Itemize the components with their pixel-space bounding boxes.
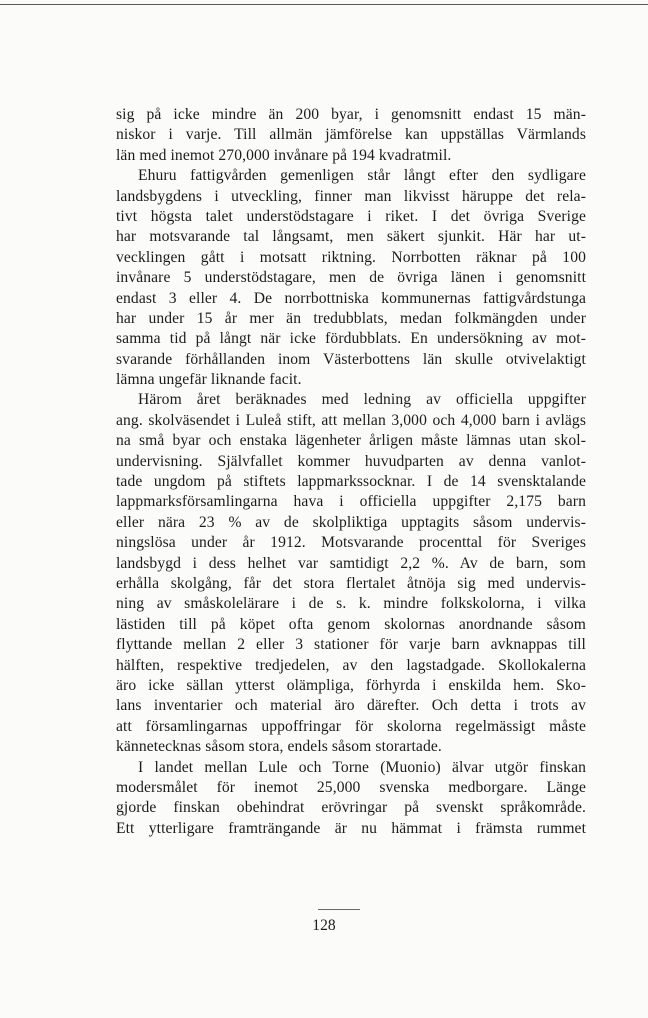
text-line: tade ungdom på stiftets lappmarkssocknar. I de 14 svensktalande — [116, 473, 586, 491]
text-line: vecklingen gått i motsatt riktning. Norrbotten räknar på 100 — [116, 248, 586, 266]
text-line: erhålla skolgång, får det stora flertalet åtnöja sig med undervis- — [116, 574, 586, 592]
text-line: eller nära 23 % av de skolpliktiga upptagits såsom undervis- — [116, 513, 586, 531]
text-line: tivt högsta talet understödstagare i riket. I det övriga Sverige — [116, 207, 586, 225]
text-line: lämna ungefär liknande facit. — [116, 371, 302, 389]
text-line: har motsvarande tal långsamt, men säkert sjunkit. Här har ut- — [116, 228, 586, 246]
text-line: sig på icke mindre än 200 byar, i genomsnitt endast 15 män- — [116, 106, 586, 123]
text-line: ningslösa under år 1912. Motsvarande procenttal för Sveriges — [116, 534, 586, 552]
text-line: I landet mellan Lule och Torne (Muonio) älvar utgör finskan — [138, 758, 586, 776]
text-line: svarande förhållanden inom Västerbottens län skulle otvivelaktigt — [116, 350, 586, 368]
text-line: äro icke sällan ytterst olämpliga, förhyrda i enskilda hem. Sko- — [116, 676, 586, 694]
text-line: lästiden till på köpet ofta genom skolornas anordnande såsom — [116, 615, 586, 633]
text-line: Ett ytterligare framträngande är nu hämmat i främsta rummet — [116, 819, 586, 837]
text-line: Härom året beräknades med ledning av officiella uppgifter — [138, 391, 586, 409]
page-number: 128 — [312, 917, 336, 934]
text-line: flyttande mellan 2 eller 3 stationer för varje barn avknappas till — [116, 636, 586, 654]
body-text — [116, 105, 586, 839]
text-line: samma tid på långt när icke fördubblats. En undersökning av mot- — [116, 330, 586, 348]
text-line: na små byar och enstaka lägenheter årligen måste lämnas utan skol- — [116, 432, 586, 450]
text-line: modersmålet för inemot 25,000 svenska medborgare. Länge — [116, 778, 586, 796]
text-line: kännetecknas såsom stora, endels såsom storartade. — [116, 738, 442, 756]
text-line: lans inventarier och material äro därefter. Och detta i trots av — [116, 697, 586, 715]
text-line: undervisning. Självfallet kommer huvudparten av denna vanlot- — [116, 452, 586, 470]
text-line: att församlingarnas uppoffringar för skolorna regelmässigt måste — [116, 717, 586, 735]
folio-rule — [318, 909, 360, 910]
text-line: län med inemot 270,000 invånare på 194 kvadratmil. — [116, 146, 452, 164]
top-border-line — [0, 4, 648, 5]
text-line: endast 3 eller 4. De norrbottniska kommunernas fattigvårdstunga — [116, 289, 586, 307]
text-line: niskor i varje. Till allmän jämförelse kan uppställas Värmlands — [116, 126, 586, 144]
text-line: har under 15 år mer än tredubblats, medan folkmängden under — [116, 309, 586, 327]
text-line: landsbygd i dess helhet var samtidigt 2,2 %. Av de barn, som — [116, 554, 586, 572]
text-line: ang. skolväsendet i Luleå stift, att mellan 3,000 och 4,000 barn i avlägs — [116, 411, 586, 429]
text-line: ning av småskolelärare i de s. k. mindre folkskolorna, i vilka — [116, 595, 586, 613]
text-line: landsbygdens i utveckling, finner man likvisst häruppe det rela- — [116, 187, 586, 205]
text-line: Ehuru fattigvården gemenligen står långt efter den sydligare — [138, 167, 586, 185]
text-line: gjorde finskan obehindrat erövringar på svenskt språkområde. — [116, 799, 586, 817]
text-line: lappmarksförsamlingarna hava i officiella uppgifter 2,175 barn — [116, 493, 586, 511]
text-line: invånare 5 understödstagare, men de övriga länen i genomsnitt — [116, 269, 586, 287]
text-line: hälften, respektive tredjedelen, av den lagstadgade. Skollokalerna — [116, 656, 586, 674]
